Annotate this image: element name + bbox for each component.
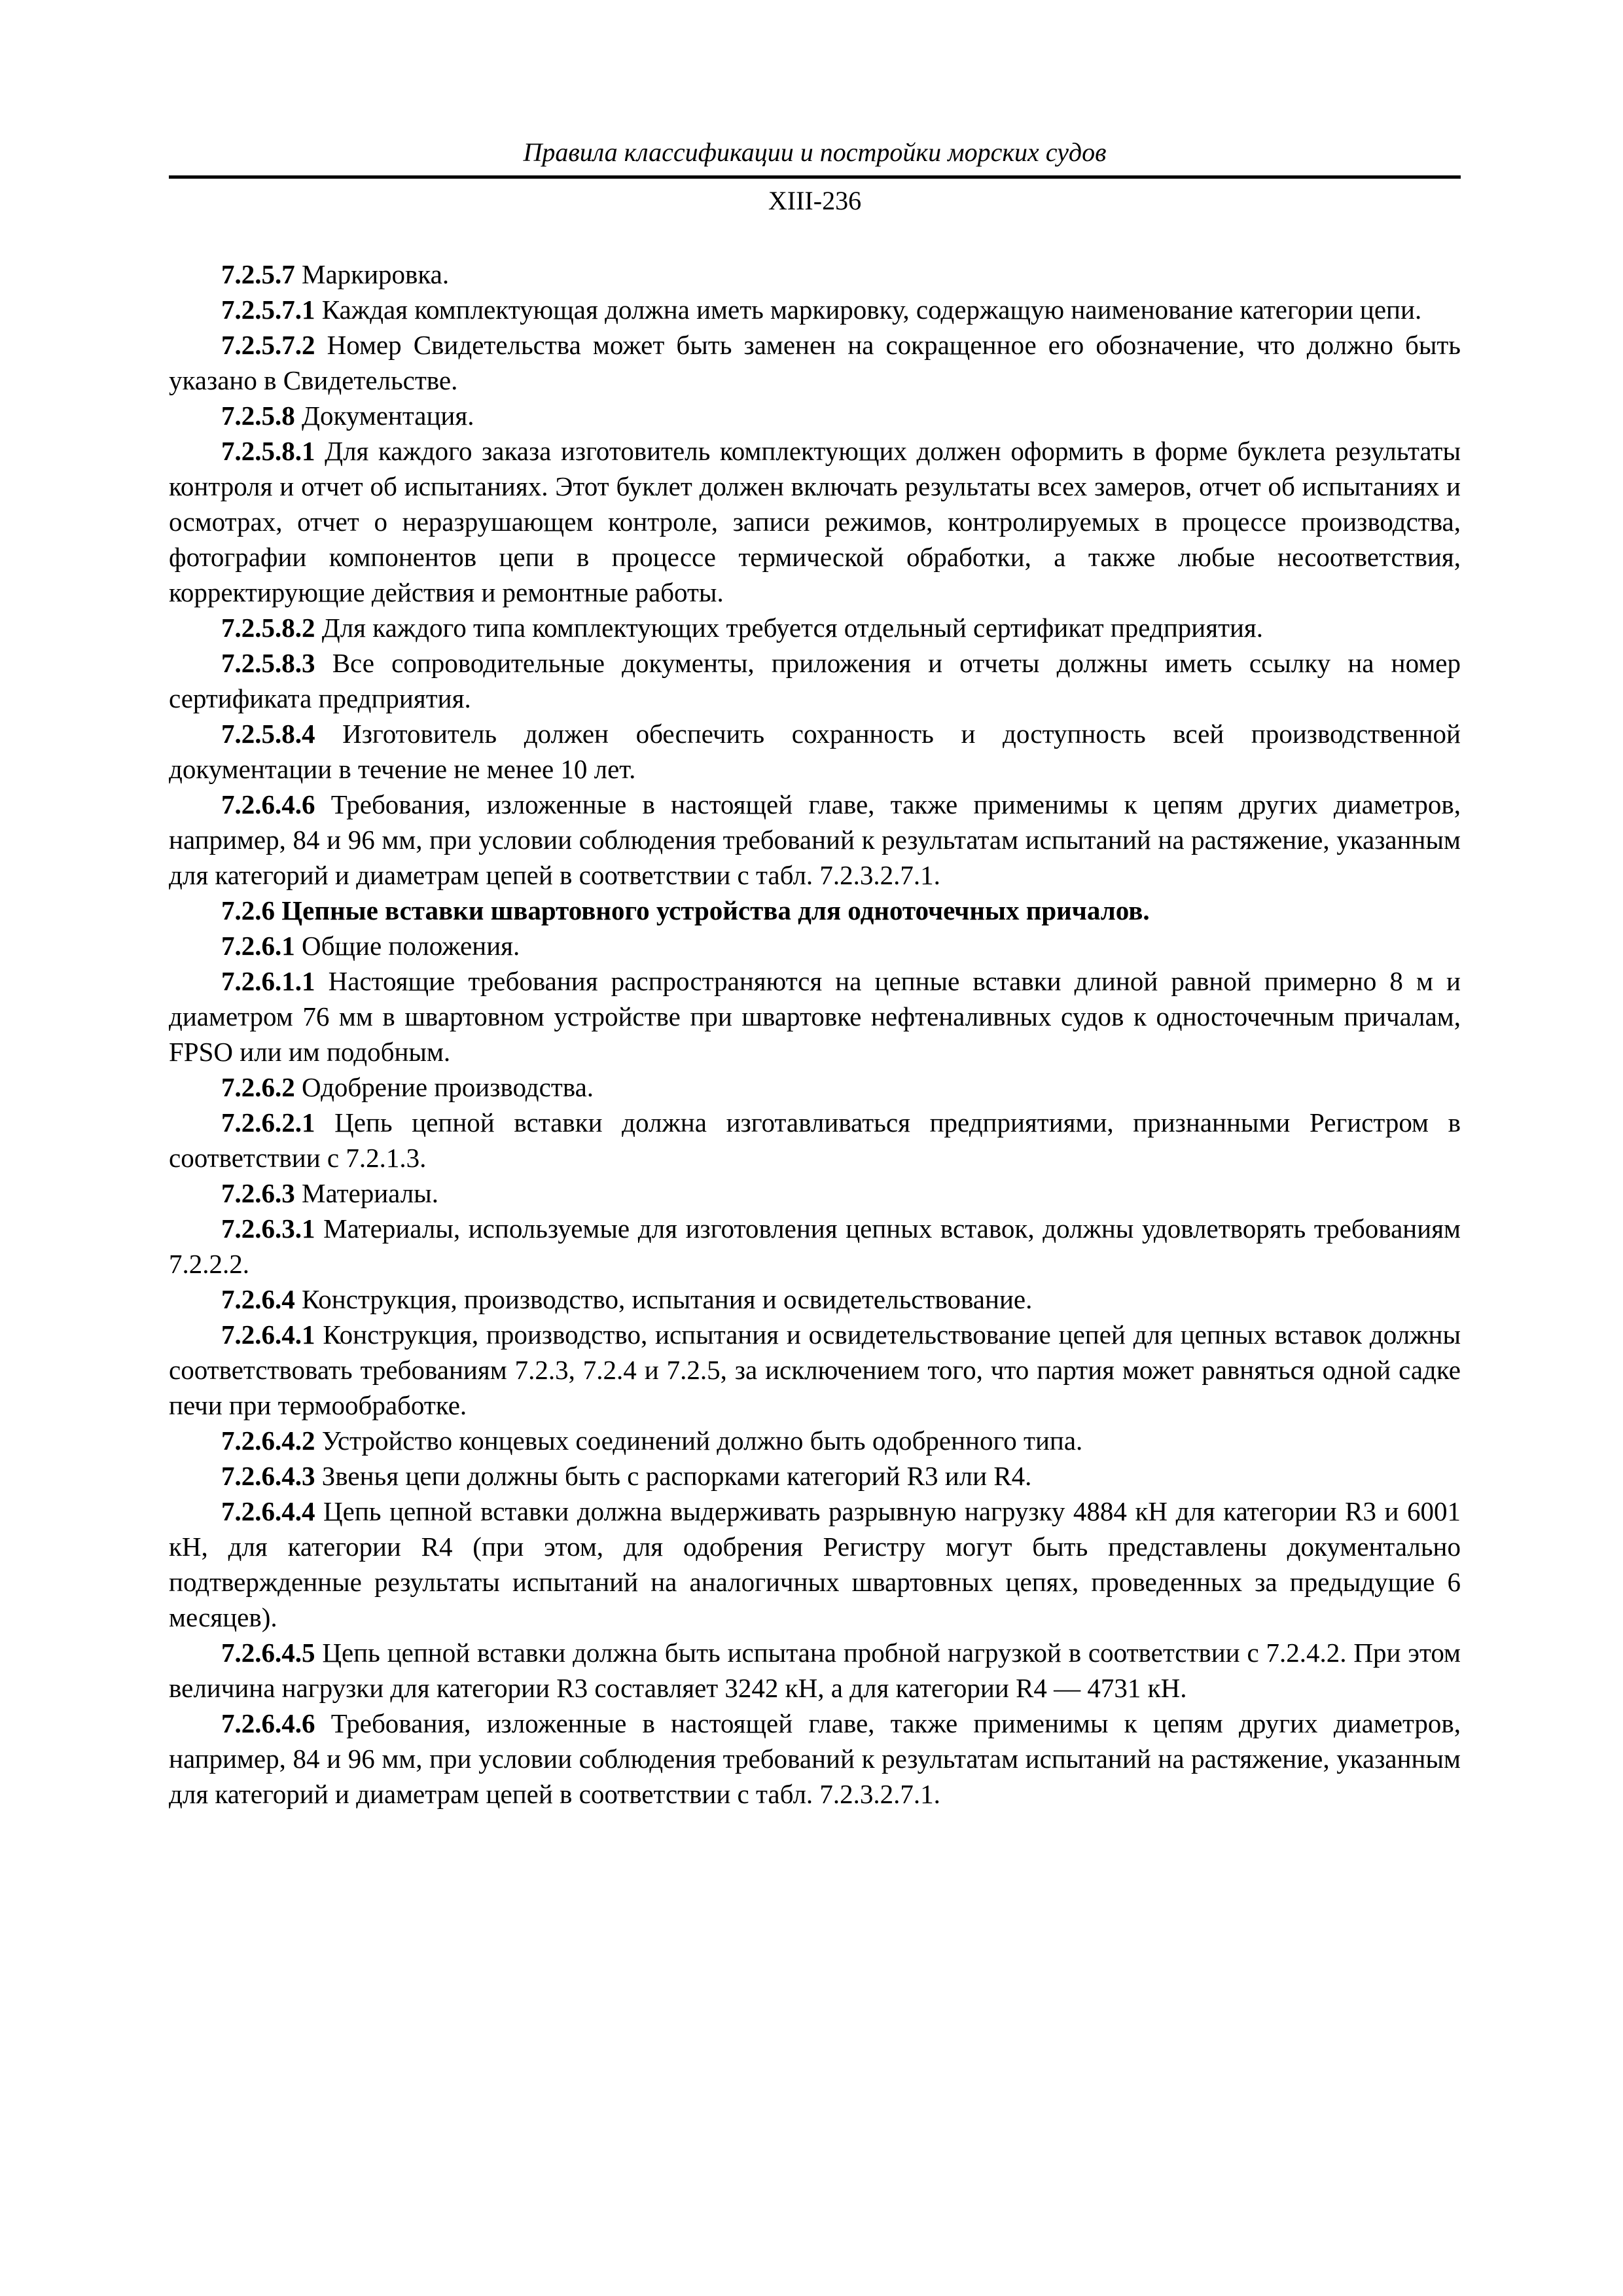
page-number: XIII-236: [768, 186, 862, 215]
clause-number: 7.2.6.3.1: [221, 1213, 315, 1244]
paragraph-7-2-6-4-6-first: [169, 787, 1461, 893]
paragraph-7-2-6-1: [169, 928, 1461, 963]
paragraph-7-2-6-4-4: [169, 1494, 1461, 1635]
clause-text: Устройство концевых соединений должно быть одобренного типа.: [315, 1426, 1083, 1456]
document-body: [169, 257, 1461, 1812]
paragraph-7-2-6-1-1: [169, 963, 1461, 1069]
clause-text: Каждая комплектующая должна иметь маркировку, содержащую наименование категории цепи.: [315, 295, 1422, 325]
clause-number: 7.2.6.4.4: [221, 1496, 315, 1526]
clause-text: Общие положения.: [294, 931, 520, 961]
clause-text: Требования, изложенные в настоящей главе, также применимы к цепям других диаметров, например, 84 и 96 мм, при условии соблюдения требований к результатам испытаний на растяжение, указанным для категорий и диаметрам цепей в соответствии с табл. 7.2.3.2.7.1.: [169, 789, 1461, 890]
clause-number: 7.2.6.2.1: [221, 1107, 315, 1138]
clause-number: 7.2.5.7.1: [221, 295, 315, 325]
clause-text: Материалы, используемые для изготовления цепных вставок, должны удовлетворять требованиям 7.2.2.2.: [169, 1213, 1461, 1279]
clause-text: Для каждого типа комплектующих требуется отдельный сертификат предприятия.: [315, 613, 1264, 643]
clause-number: 7.2.6.4.5: [221, 1638, 315, 1668]
paragraph-7-2-6-3: [169, 1175, 1461, 1211]
paragraph-7-2-6-3-1: [169, 1211, 1461, 1282]
clause-number: 7.2.5.8.2: [221, 613, 315, 643]
paragraph-7-2-6-2: [169, 1069, 1461, 1105]
paragraph-7-2-6-4-6: [169, 1706, 1461, 1812]
paragraph-7-2-5-8: [169, 398, 1461, 433]
clause-number: 7.2.6: [221, 895, 275, 925]
clause-text: Документация.: [294, 401, 474, 431]
paragraph-7-2-6-4-5: [169, 1635, 1461, 1706]
section-heading-7-2-6: [169, 893, 1461, 928]
paragraph-7-2-5-7-2: [169, 327, 1461, 398]
clause-text: Настоящие требования распространяются на цепные вставки длиной равной примерно 8 м и диаметром 76 мм в швартовном устройстве при швартовке нефтеналивных судов к односточечным причалам, FPSO или им подобным.: [169, 966, 1461, 1067]
clause-number: 7.2.6.3: [221, 1178, 295, 1208]
clause-text: Требования, изложенные в настоящей главе, также применимы к цепям других диаметров, например, 84 и 96 мм, при условии соблюдения требований к результатам испытаний на растяжение, указанным для категорий и диаметрам цепей в соответствии с табл. 7.2.3.2.7.1.: [169, 1708, 1461, 1809]
header-rule: [169, 175, 1461, 179]
paragraph-7-2-6-2-1: [169, 1105, 1461, 1175]
clause-text: Все сопроводительные документы, приложения и отчеты должны иметь ссылку на номер сертификата предприятия.: [169, 648, 1461, 713]
paragraph-7-2-6-4-2: [169, 1423, 1461, 1458]
paragraph-7-2-5-8-3: [169, 645, 1461, 716]
paragraph-7-2-5-7: [169, 257, 1461, 292]
clause-number: 7.2.5.8: [221, 401, 295, 431]
clause-text: Одобрение производства.: [294, 1072, 594, 1102]
clause-number: 7.2.6.4.2: [221, 1426, 315, 1456]
clause-number: 7.2.5.7: [221, 259, 295, 289]
paragraph-7-2-6-4-1: [169, 1317, 1461, 1423]
clause-text: Для каждого заказа изготовитель комплектующих должен оформить в форме буклета результаты контроля и отчет об испытаниях. Этот буклет должен включать результаты всех замеров, отчет об испытаниях и осмотрах, отчет о неразрушающем контроле, записи режимов, контролируемых в процессе производства, фотографии компонентов цепи в процессе термической обработки, а также любые несоответствия, корректирующие действия и ремонтные работы.: [169, 436, 1461, 607]
clause-text: Звенья цепи должны быть с распорками категорий R3 или R4.: [315, 1461, 1032, 1491]
clause-number: 7.2.5.8.1: [221, 436, 315, 466]
paragraph-7-2-6-4: [169, 1282, 1461, 1317]
clause-number: 7.2.6.4.3: [221, 1461, 315, 1491]
paragraph-7-2-5-8-2: [169, 610, 1461, 645]
clause-number: 7.2.6.4.1: [221, 1319, 315, 1350]
clause-text: Цепь цепной вставки должна выдерживать разрывную нагрузку 4884 кН для категории R3 и 6001 кН, для категории R4 (при этом, для одобрения Регистру могут быть представлены документально подтвержденные результаты испытаний на аналогичных швартовных цепях, проведенных за предыдущие 6 месяцев).: [169, 1496, 1461, 1632]
clause-text: Материалы.: [294, 1178, 438, 1208]
paragraph-7-2-5-8-1: [169, 433, 1461, 610]
clause-number: 7.2.6.1.1: [221, 966, 315, 996]
clause-number: 7.2.5.7.2: [221, 330, 315, 360]
clause-number: 7.2.6.2: [221, 1072, 295, 1102]
section-heading-text: Цепные вставки швартовного устройства для одноточечных причалов.: [275, 895, 1150, 925]
clause-text: Конструкция, производство, испытания и освидетельствование цепей для цепных вставок должны соответствовать требованиям 7.2.3, 7.2.4 и 7.2.5, за исключением того, что партия может равняться одной садке печи при термообработке.: [169, 1319, 1461, 1420]
clause-number: 7.2.6.4: [221, 1284, 295, 1314]
running-header: Правила классификации и постройки морских судов: [523, 137, 1107, 167]
paragraph-7-2-5-8-4: [169, 716, 1461, 787]
paragraph-7-2-5-7-1: [169, 292, 1461, 327]
clause-number: 7.2.5.8.3: [221, 648, 315, 678]
clause-number: 7.2.6.4.6: [221, 1708, 315, 1738]
clause-text: Цепь цепной вставки должна изготавливаться предприятиями, признанными Регистром в соответствии с 7.2.1.3.: [169, 1107, 1461, 1173]
clause-text: Номер Свидетельства может быть заменен на сокращенное его обозначение, что должно быть указано в Свидетельстве.: [169, 330, 1461, 395]
clause-text: Конструкция, производство, испытания и освидетельствование.: [294, 1284, 1033, 1314]
clause-text: Цепь цепной вставки должна быть испытана пробной нагрузкой в соответствии с 7.2.4.2. При этом величина нагрузки для категории R3 составляет 3242 кН, а для категории R4 — 4731 кН.: [169, 1638, 1461, 1703]
clause-text: Маркировка.: [294, 259, 450, 289]
paragraph-7-2-6-4-3: [169, 1458, 1461, 1494]
clause-number: 7.2.6.4.6: [221, 789, 315, 819]
clause-number: 7.2.5.8.4: [221, 719, 315, 749]
clause-text: Изготовитель должен обеспечить сохранность и доступность всей производственной документации в течение не менее 10 лет.: [169, 719, 1461, 784]
clause-number: 7.2.6.1: [221, 931, 295, 961]
